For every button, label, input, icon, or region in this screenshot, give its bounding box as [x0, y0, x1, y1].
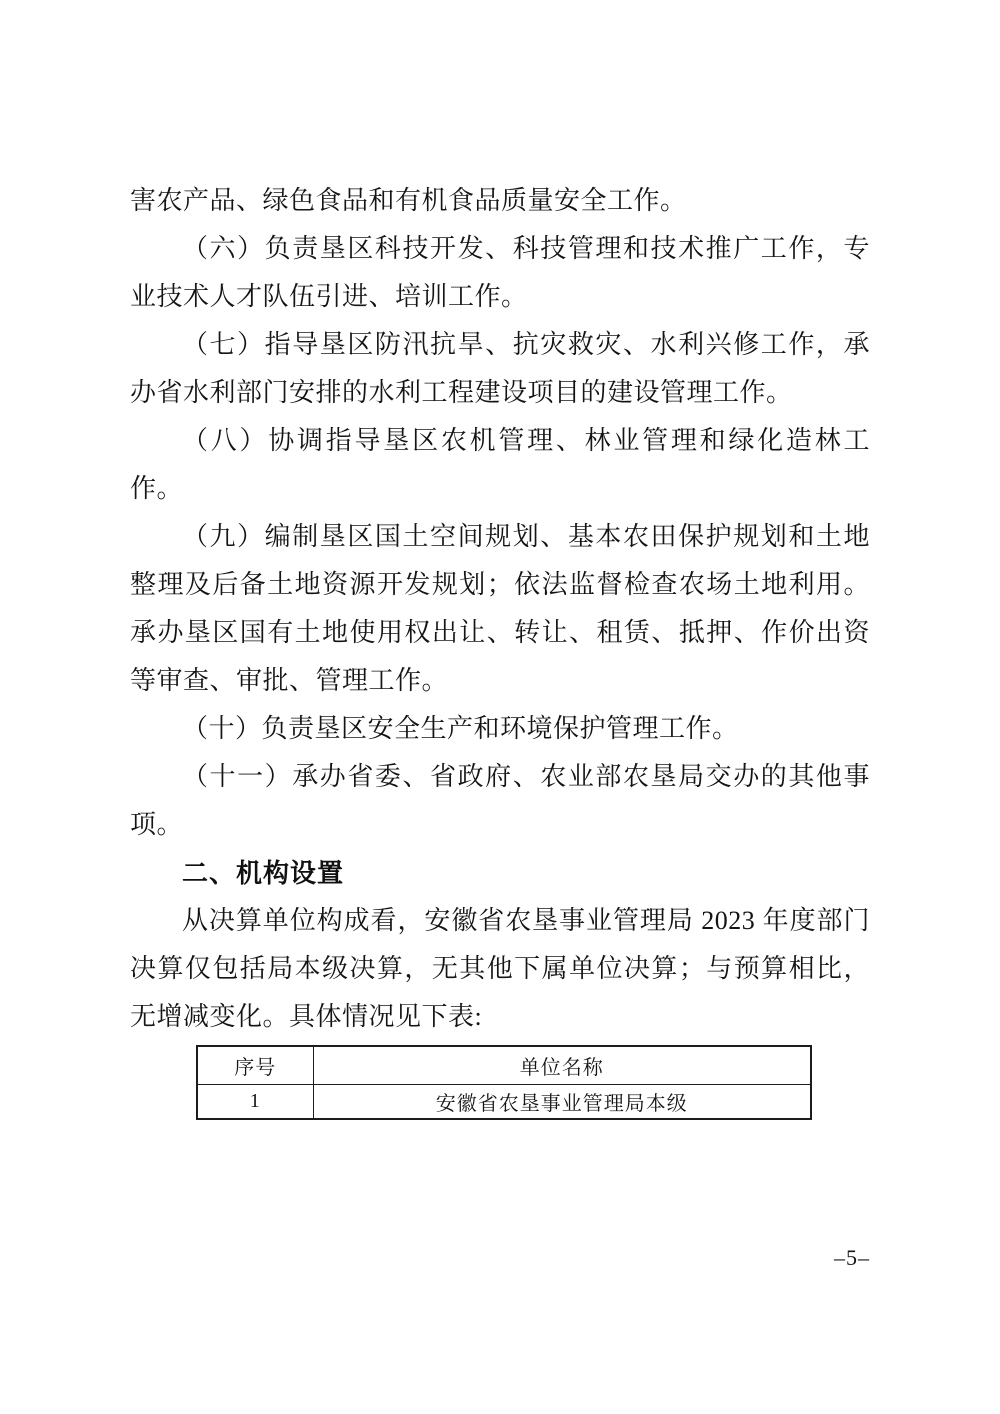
body-paragraph-item-11: （十一）承办省委、省政府、农业部农垦局交办的其他事项。 — [130, 762, 870, 839]
table-row — [197, 1084, 811, 1119]
body-paragraph-item-8: （八）协调指导垦区农机管理、林业管理和绿化造林工作。 — [130, 426, 870, 503]
units-table — [196, 1045, 812, 1120]
table-header-row — [197, 1046, 811, 1084]
body-paragraph-item-10: （十）负责垦区安全生产和环境保护管理工作。 — [182, 714, 739, 743]
section-intro-paragraph: 从决算单位构成看，安徽省农垦事业管理局 2023 年度部门决算仅包括局本级决算，无其他下属单位决算；与预算相比，无增减变化。具体情况见下表: — [130, 906, 870, 1031]
body-paragraph-item-7: （七）指导垦区防汛抗旱、抗灾救灾、水利兴修工作，承办省水利部门安排的水利工程建设项目的建设管理工作。 — [130, 330, 870, 407]
table-cell-seq: 1 — [197, 1084, 313, 1119]
document-body — [130, 177, 870, 1120]
body-paragraph-item-9: （九）编制垦区国土空间规划、基本农田保护规划和土地整理及后备土地资源开发规划；依法监督检查农场土地利用。承办垦区国有土地使用权出让、转让、租赁、抵押、作价出资等审查、审批、管理工作。 — [130, 522, 870, 695]
section-heading: 二、机构设置 — [182, 858, 345, 888]
body-paragraph-continuation: 害农产品、绿色食品和有机食品质量安全工作。 — [130, 186, 687, 215]
table-cell-unit-name: 安徽省农垦事业管理局本级 — [313, 1084, 811, 1119]
page-number: –5– — [834, 1245, 870, 1270]
table-header-unit-name: 单位名称 — [313, 1046, 811, 1084]
table-header-seq: 序号 — [197, 1046, 313, 1084]
body-paragraph-item-6: （六）负责垦区科技开发、科技管理和技术推广工作，专业技术人才队伍引进、培训工作。 — [130, 234, 870, 311]
